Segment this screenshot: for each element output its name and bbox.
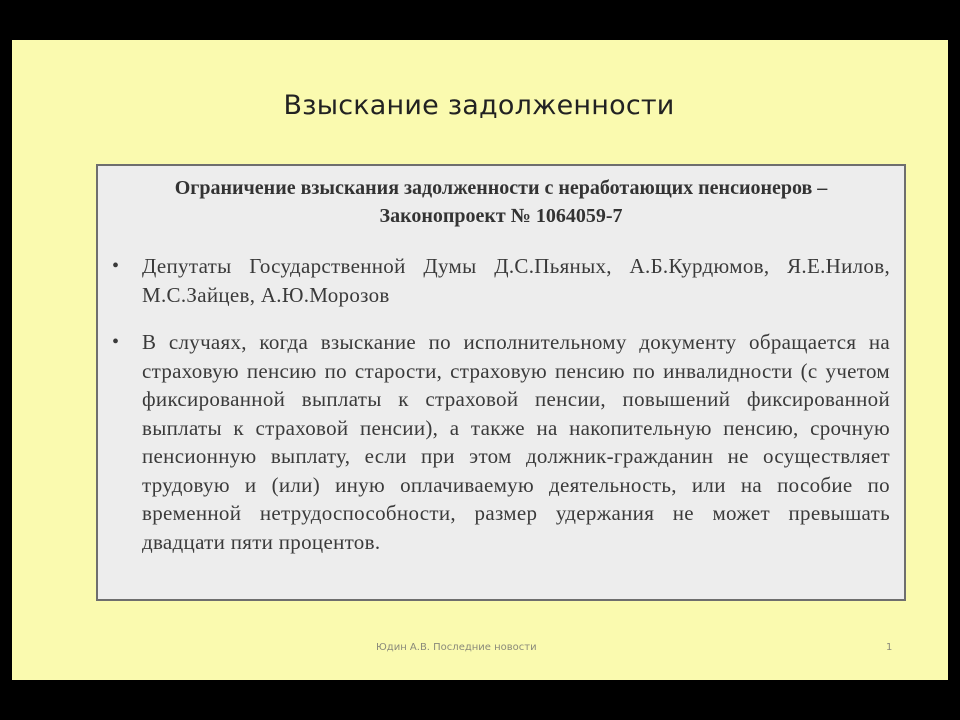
bullet-text: Депутаты Государственной Думы Д.С.Пьяных, А.Б.Курдюмов, Я.Е.Нилов, М.С.Зайцев, А.Ю.Морозов (142, 254, 890, 307)
bullet-text: В случаях, когда взыскание по исполнительному документу обращается на страховую пенсию по старости, страховую пенсию по инвалидности (с учетом фиксированной выплаты к страховой пенсии, повышений фиксированной выплаты к страховой пенсии), а также на накопительную пенсию, срочную пенсионную выплату, если при этом должник-гражданин не осуществляет трудовую и (или) иную оплачиваемую деятельность, или на пособие по временной нетрудоспособности, размер удержания не может превышать двадцати пяти процентов. (142, 330, 890, 554)
content-box (96, 164, 906, 601)
bullet-icon: • (112, 331, 120, 353)
bullet-item-deputies (112, 252, 890, 309)
box-heading: Ограничение взыскания задолженности с неработающих пенсионеров – Законопроект № 1064059-7 (174, 177, 828, 227)
footer-page-number: 1 (886, 642, 893, 653)
bullet-icon: • (112, 255, 120, 277)
slide-title: Взыскание задолженности (283, 90, 675, 121)
slide (12, 40, 948, 680)
bullet-item-deduction-limit (112, 328, 890, 556)
footer-author: Юдин А.В. Последние новости (376, 642, 537, 653)
